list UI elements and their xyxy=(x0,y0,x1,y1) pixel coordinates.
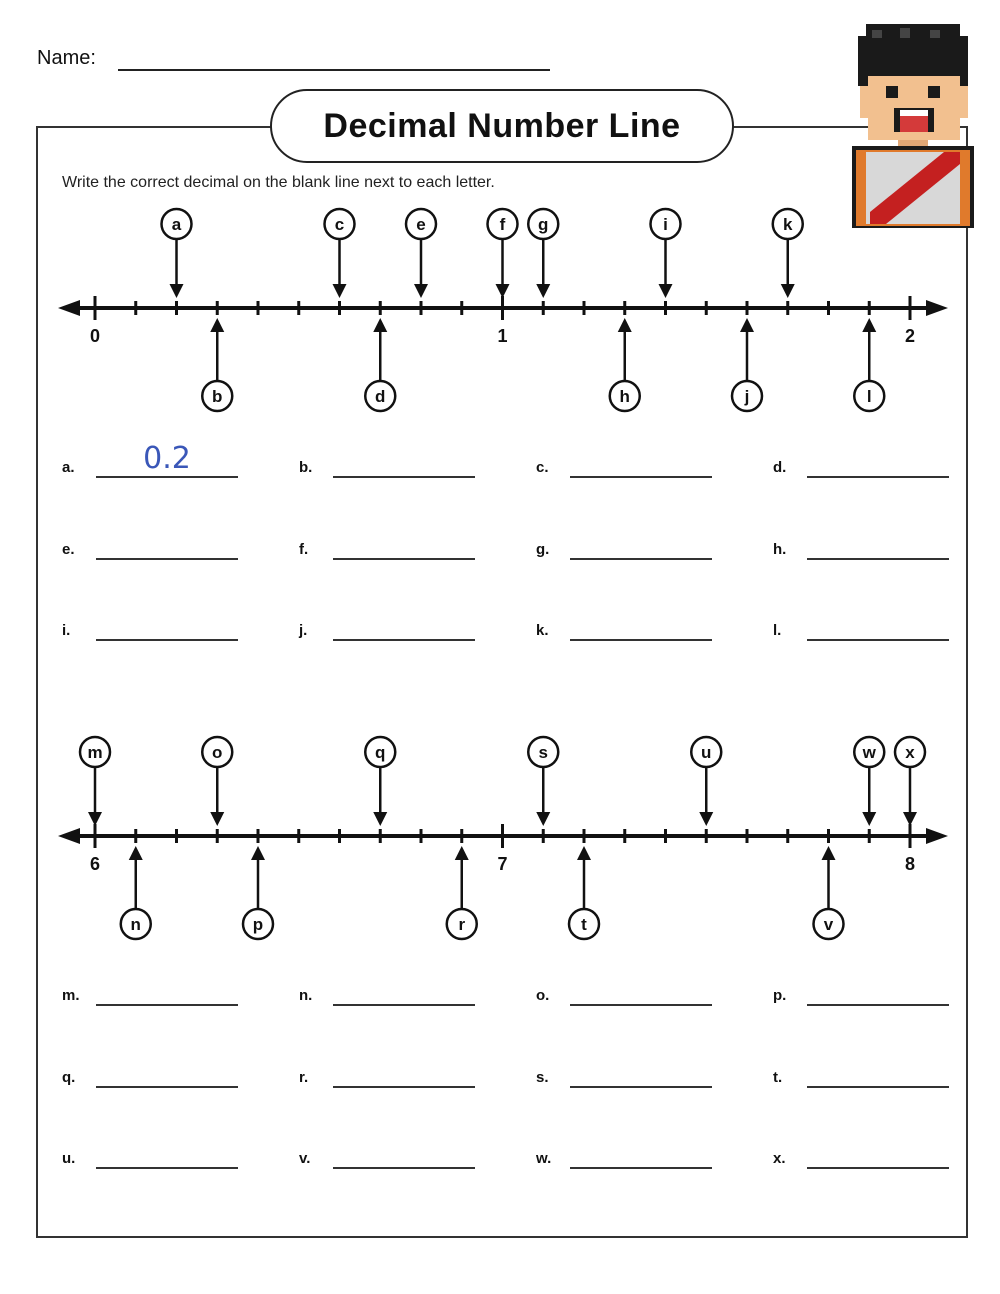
arrow-left-icon xyxy=(58,828,80,844)
answer-label: k. xyxy=(536,622,549,639)
answer-value[interactable]: 0.2 xyxy=(143,441,191,476)
tick-label: 8 xyxy=(904,854,916,874)
point-letter: q xyxy=(375,743,386,762)
point-letter: v xyxy=(823,915,834,934)
answer-blank-line[interactable] xyxy=(807,1167,949,1169)
answer-blank-line[interactable] xyxy=(570,476,712,478)
answer-label: s. xyxy=(536,1069,549,1086)
name-label: Name: xyxy=(37,47,96,69)
answer-field-p[interactable] xyxy=(773,968,973,1008)
arrow-down-icon xyxy=(88,812,102,826)
answer-field-m[interactable] xyxy=(62,968,262,1008)
answer-blank-line[interactable] xyxy=(333,639,475,641)
point-letter: m xyxy=(87,743,103,762)
point-letter: i xyxy=(663,215,668,234)
answer-field-i[interactable] xyxy=(62,603,262,643)
answer-label: i. xyxy=(62,622,71,639)
answer-field-u[interactable] xyxy=(62,1131,262,1171)
answer-field-v[interactable] xyxy=(299,1131,499,1171)
answer-blank-line[interactable] xyxy=(96,1086,238,1088)
arrow-left-icon xyxy=(58,300,80,316)
instructions: Write the correct decimal on the blank line next to each letter. xyxy=(62,174,495,191)
answer-label: e. xyxy=(62,541,75,558)
point-marker-h xyxy=(610,318,640,411)
arrow-down-icon xyxy=(699,812,713,826)
point-marker-k xyxy=(773,209,803,298)
point-letter: t xyxy=(581,915,587,934)
tick-label: 0 xyxy=(89,326,101,346)
arrow-right-icon xyxy=(926,300,948,316)
point-marker-j xyxy=(732,318,762,411)
point-marker-l xyxy=(854,318,884,411)
answer-label: l. xyxy=(773,622,782,639)
point-letter: n xyxy=(130,915,141,934)
arrow-up-icon xyxy=(822,846,836,860)
answer-label: p. xyxy=(773,987,787,1004)
answer-blank-line[interactable] xyxy=(96,1167,238,1169)
answer-label: u. xyxy=(62,1150,76,1167)
answer-field-o[interactable] xyxy=(536,968,736,1008)
arrow-down-icon xyxy=(903,812,917,826)
point-marker-b xyxy=(202,318,232,411)
answer-label: m. xyxy=(62,987,80,1004)
point-marker-m xyxy=(80,737,110,826)
answer-field-f[interactable] xyxy=(299,522,499,562)
point-letter: p xyxy=(252,915,264,934)
point-letter: c xyxy=(334,215,345,234)
answer-field-b[interactable] xyxy=(299,440,499,480)
pixel-character-icon xyxy=(852,24,974,228)
answer-blank-line[interactable] xyxy=(333,1086,475,1088)
answer-field-d[interactable] xyxy=(773,440,973,480)
point-letter: r xyxy=(458,915,466,934)
worksheet-title: Decimal Number Line xyxy=(270,89,734,163)
answer-blank-line[interactable] xyxy=(96,476,238,478)
answer-blank-line[interactable] xyxy=(570,1004,712,1006)
point-marker-u xyxy=(691,737,721,826)
answer-field-e[interactable] xyxy=(62,522,262,562)
point-marker-w xyxy=(854,737,884,826)
tick-label: 1 xyxy=(497,326,508,346)
point-marker-v xyxy=(814,846,844,939)
point-marker-c xyxy=(325,209,355,298)
point-letter: e xyxy=(416,215,426,234)
arrow-up-icon xyxy=(455,846,469,860)
arrow-down-icon xyxy=(659,284,673,298)
answer-label: o. xyxy=(536,987,550,1004)
answer-blank-line[interactable] xyxy=(96,558,238,560)
answer-field-j[interactable] xyxy=(299,603,499,643)
answer-label: x. xyxy=(773,1150,786,1167)
answer-label: r. xyxy=(299,1069,309,1086)
answer-label: c. xyxy=(536,459,549,476)
answer-blank-line[interactable] xyxy=(570,1086,712,1088)
answer-blank-line[interactable] xyxy=(570,558,712,560)
answer-label: j. xyxy=(299,622,308,639)
arrow-down-icon xyxy=(373,812,387,826)
arrow-down-icon xyxy=(333,284,347,298)
point-marker-p xyxy=(243,846,273,939)
answer-blank-line[interactable] xyxy=(96,1004,238,1006)
answer-label: h. xyxy=(773,541,787,558)
point-letter: w xyxy=(862,743,876,762)
answer-field-g[interactable] xyxy=(536,522,736,562)
answer-field-s[interactable] xyxy=(536,1050,736,1090)
point-letter: o xyxy=(212,743,223,762)
answer-field-r[interactable] xyxy=(299,1050,499,1090)
answer-field-l[interactable] xyxy=(773,603,973,643)
arrow-down-icon xyxy=(170,284,184,298)
answer-blank-line[interactable] xyxy=(333,1004,475,1006)
point-marker-s xyxy=(528,737,558,826)
answer-blank-line[interactable] xyxy=(807,558,949,560)
arrow-up-icon xyxy=(129,846,143,860)
arrow-up-icon xyxy=(210,318,224,332)
arrow-down-icon xyxy=(781,284,795,298)
arrow-down-icon xyxy=(862,812,876,826)
answer-label: a. xyxy=(62,459,75,476)
answer-blank-line[interactable] xyxy=(807,639,949,641)
answer-label: w. xyxy=(536,1150,552,1167)
answer-label: q. xyxy=(62,1069,76,1086)
answer-blank-line[interactable] xyxy=(807,1004,949,1006)
point-letter: f xyxy=(499,215,506,234)
arrow-up-icon xyxy=(618,318,632,332)
point-marker-n xyxy=(121,846,151,939)
answer-blank-line[interactable] xyxy=(333,476,475,478)
number-line-2 xyxy=(0,728,1000,988)
tick-label: 7 xyxy=(497,854,508,874)
point-letter: u xyxy=(701,743,712,762)
point-marker-r xyxy=(447,846,477,939)
answer-field-h[interactable] xyxy=(773,522,973,562)
answer-label: v. xyxy=(299,1150,311,1167)
answer-label: n. xyxy=(299,987,313,1004)
point-marker-q xyxy=(365,737,395,826)
answer-label: t. xyxy=(773,1069,783,1086)
answer-blank-line[interactable] xyxy=(333,558,475,560)
answer-field-c[interactable] xyxy=(536,440,736,480)
arrow-up-icon xyxy=(862,318,876,332)
point-marker-f xyxy=(488,209,518,298)
point-letter: d xyxy=(375,387,386,406)
point-marker-e xyxy=(406,209,436,298)
name-field[interactable] xyxy=(118,69,550,71)
arrow-up-icon xyxy=(373,318,387,332)
answer-field-x[interactable] xyxy=(773,1131,973,1171)
number-line-1 xyxy=(0,200,1000,460)
point-letter: a xyxy=(171,215,182,234)
answer-field-n[interactable] xyxy=(299,968,499,1008)
arrow-down-icon xyxy=(210,812,224,826)
answer-label: f. xyxy=(299,541,309,558)
answer-field-a[interactable] xyxy=(62,440,262,480)
arrow-up-icon xyxy=(577,846,591,860)
answer-label: d. xyxy=(773,459,787,476)
point-letter: b xyxy=(212,387,223,406)
arrow-up-icon xyxy=(740,318,754,332)
point-marker-x xyxy=(895,737,925,826)
answer-blank-line[interactable] xyxy=(96,639,238,641)
answer-field-w[interactable] xyxy=(536,1131,736,1171)
answer-blank-line[interactable] xyxy=(807,476,949,478)
point-letter: s xyxy=(538,743,548,762)
tick-label: 6 xyxy=(89,854,101,874)
point-letter: k xyxy=(783,215,793,234)
answer-blank-line[interactable] xyxy=(570,1167,712,1169)
point-marker-i xyxy=(651,209,681,298)
answer-blank-line[interactable] xyxy=(807,1086,949,1088)
arrow-down-icon xyxy=(536,812,550,826)
answer-field-t[interactable] xyxy=(773,1050,973,1090)
point-marker-a xyxy=(162,209,192,298)
point-letter: h xyxy=(619,387,630,406)
arrow-right-icon xyxy=(926,828,948,844)
point-letter: g xyxy=(538,215,549,234)
point-letter: j xyxy=(744,387,750,406)
tick-label: 2 xyxy=(904,326,916,346)
answer-label: b. xyxy=(299,459,313,476)
arrow-down-icon xyxy=(414,284,428,298)
answer-label: g. xyxy=(536,541,550,558)
answer-field-k[interactable] xyxy=(536,603,736,643)
arrow-up-icon xyxy=(251,846,265,860)
point-marker-d xyxy=(365,318,395,411)
point-letter: l xyxy=(866,387,872,406)
answer-blank-line[interactable] xyxy=(570,639,712,641)
answer-blank-line[interactable] xyxy=(333,1167,475,1169)
arrow-down-icon xyxy=(536,284,550,298)
point-marker-g xyxy=(528,209,558,298)
point-letter: x xyxy=(905,743,915,762)
point-marker-o xyxy=(202,737,232,826)
point-marker-t xyxy=(569,846,599,939)
arrow-down-icon xyxy=(496,284,510,298)
answer-field-q[interactable] xyxy=(62,1050,262,1090)
